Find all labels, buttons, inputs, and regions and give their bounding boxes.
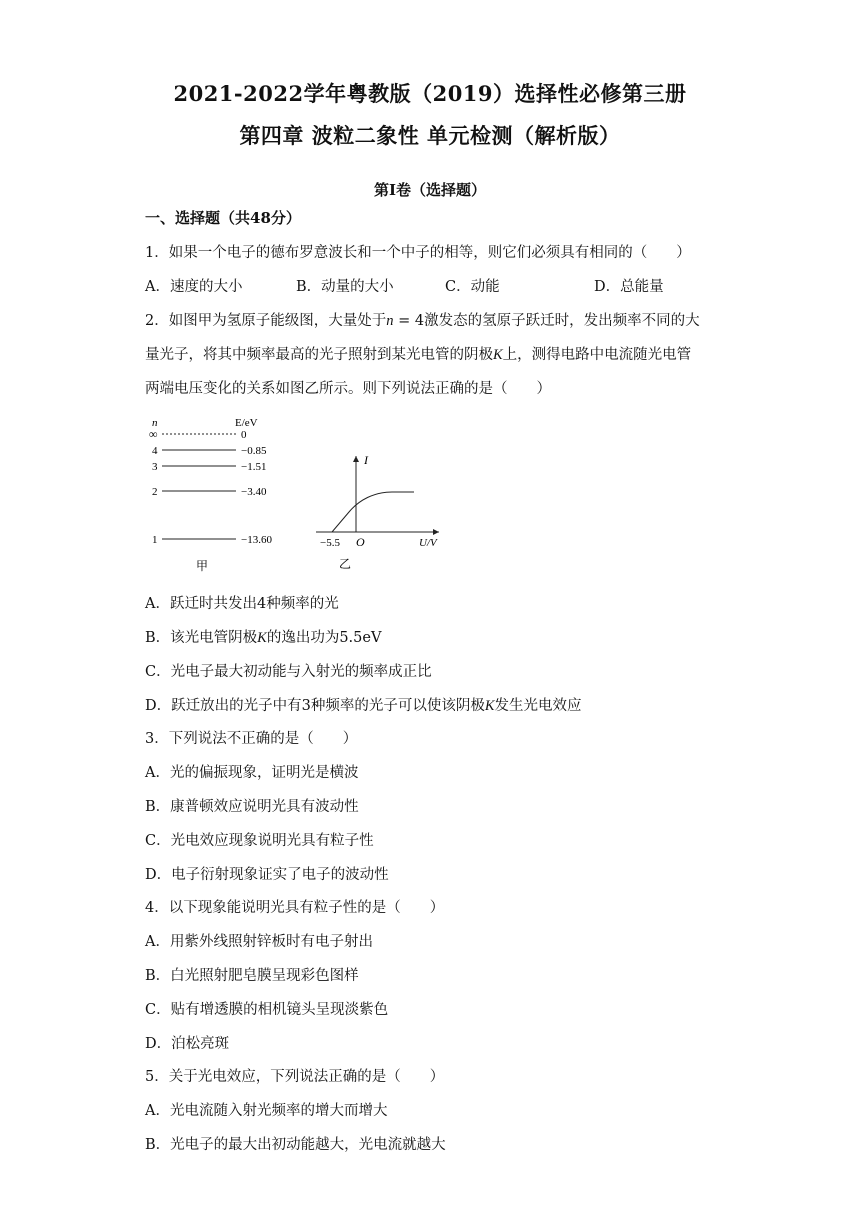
level-1-energy: −13.60 xyxy=(241,534,272,546)
question-2-option-d: D．跃迁放出的光子中有3种频率的光子可以使该阴极K发生光电效应 xyxy=(145,698,582,714)
question-4-option-a: A．用紫外线照射锌板时有电子射出 xyxy=(145,934,373,950)
document-title-line1: 2021-2022学年粤教版（2019）选择性必修第三册 xyxy=(173,81,687,106)
question-2-option-b: B．该光电管阴极K的逸出功为5.5eV xyxy=(145,630,382,646)
level-2-n: 2 xyxy=(152,486,158,498)
question-3-option-b: B．康普顿效应说明光具有波动性 xyxy=(145,799,359,815)
iv-curve xyxy=(332,492,414,532)
question-3-stem: 3．下列说法不正确的是（ ） xyxy=(145,731,358,747)
y-axis-arrow xyxy=(353,456,359,462)
question-1-stem: 1．如果一个电子的德布罗意波长和一个中子的相等，则它们必须具有相同的（ ） xyxy=(145,245,691,261)
question-3-option-c: C．光电效应现象说明光具有粒子性 xyxy=(145,833,374,849)
question-2-stem-line1: 2．如图甲为氢原子能级图，大量处于n = 4激发态的氢原子跃迁时，发出频率不同的大 xyxy=(145,313,700,329)
figure-a-caption: 甲 xyxy=(196,559,209,573)
negative-voltage-tick: −5.5 xyxy=(320,537,340,549)
level-3-n: 3 xyxy=(152,461,158,473)
level-4-energy: −0.85 xyxy=(241,445,267,457)
level-1-n: 1 xyxy=(152,534,158,546)
energy-axis-label: E/eV xyxy=(235,417,258,429)
document-title-line2: 第四章 波粒二象性 单元检测（解析版） xyxy=(239,123,621,148)
level-2-energy: −3.40 xyxy=(241,486,267,498)
figure-b-caption: 乙 xyxy=(339,557,352,571)
question-3-option-d: D．电子衍射现象证实了电子的波动性 xyxy=(145,867,389,883)
question-5-option-b: B．光电子的最大出初动能越大，光电流就越大 xyxy=(145,1137,446,1153)
question-3-option-a: A．光的偏振现象，证明光是横波 xyxy=(145,765,359,781)
question-4-option-b: B．白光照射肥皂膜呈现彩色图样 xyxy=(145,968,359,984)
level-inf-n: ∞ xyxy=(149,427,158,441)
level-inf-energy: 0 xyxy=(241,429,247,441)
section-heading: 一、选择题（共48分） xyxy=(145,209,301,227)
question-4-option-c: C．贴有增透膜的相机镜头呈现淡紫色 xyxy=(145,1002,389,1018)
question-1-option-d: D．总能量 xyxy=(594,279,664,295)
question-4-option-d: D．泊松亮斑 xyxy=(145,1036,230,1052)
question-1-option-b: B．动量的大小 xyxy=(296,279,394,295)
question-2-option-a: A．跃迁时共发出4种频率的光 xyxy=(145,596,339,612)
question-4-stem: 4．以下现象能说明光具有粒子性的是（ ） xyxy=(145,900,445,916)
question-2-stem-line3: 两端电压变化的关系如图乙所示。则下列说法正确的是（ ） xyxy=(145,381,551,397)
y-axis-label: I xyxy=(364,453,368,467)
question-5-option-a: A．光电流随入射光频率的增大而增大 xyxy=(145,1103,388,1119)
question-2-stem-line2: 量光子，将其中频率最高的光子照射到某光电管的阴极K上，测得电路中电流随光电管 xyxy=(145,347,692,363)
level-3-energy: −1.51 xyxy=(241,461,267,473)
question-2-option-c: C．光电子最大初动能与入射光的频率成正比 xyxy=(145,664,432,680)
x-axis-label: U/V xyxy=(419,537,437,549)
question-1-option-c: C．动能 xyxy=(445,279,500,295)
level-4-n: 4 xyxy=(152,445,158,457)
origin-label: O xyxy=(356,535,365,549)
x-axis-arrow xyxy=(433,529,439,535)
question-5-stem: 5．关于光电效应，下列说法正确的是（ ） xyxy=(145,1069,445,1085)
n-axis-label: n xyxy=(152,417,158,429)
volume-title: 第Ⅰ卷（选择题） xyxy=(373,181,487,199)
question-1-option-a: A．速度的大小 xyxy=(145,279,243,295)
energy-level-diagram xyxy=(140,412,300,577)
photocurrent-voltage-graph xyxy=(312,450,452,572)
